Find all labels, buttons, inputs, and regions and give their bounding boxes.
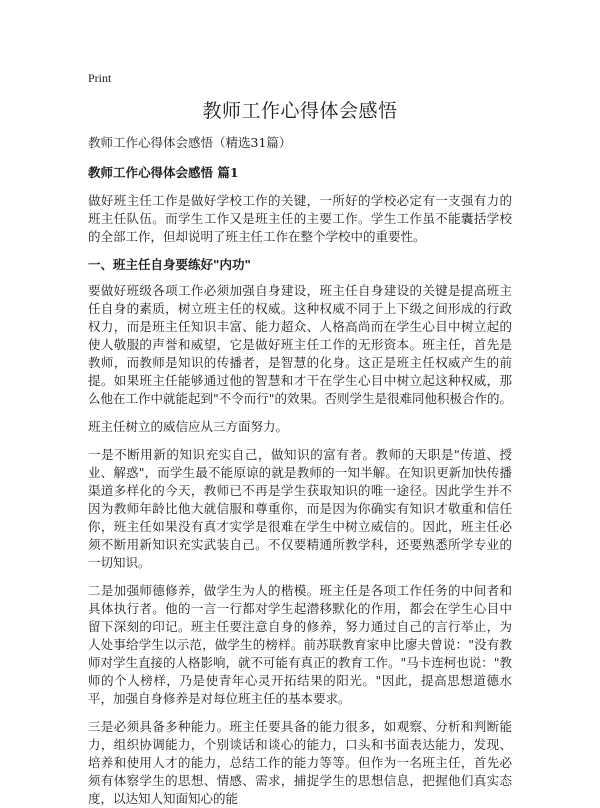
body-paragraph: 班主任树立的威信应从三方面努力。	[88, 419, 289, 434]
point-one-heading: 一、班主任自身要练好"内功"	[88, 257, 252, 272]
section-heading: 教师工作心得体会感悟 篇1	[88, 165, 239, 180]
document-subtitle: 教师工作心得体会感悟（精选31篇）	[88, 135, 292, 150]
body-paragraph: 要做好班级各项工作必须加强自身建设，班主任自身建设的关键是提高班主任自身的素质，树立班主任的权威。这种权威不同于上下级之间形成的行政权力，而是班主任知识丰富、能力超众、人格高尚而在学生心目中树立起的使人敬服的声誉和威望，它是做好班主任工作的无形资本。班主任，首先是教师，而教师是知识的传播者，是智慧的化身。这正是班主任权威产生的前提。如果班主任能够通过他的智慧和才干在学生心目中树立起这种权威，那么他在工作中就能起到"不令而行"的效果。否则学生是很难同他积极合作的。	[88, 283, 513, 406]
body-paragraph: 二是加强师德修养，做学生为人的楷模。班主任是各项工作任务的中间者和具体执行者。他的一言一行都对学生起潜移默化的作用，都会在学生心目中留下深刻的印记。班主任要注意自身的修养，努力通过自己的言行举止，为人处事给学生以示范，做学生的榜样。前苏联教育家申比廖夫曾说："没有教师对学生直接的人格影响，就不可能有真正的教育工作。"马卡连柯也说："教师的个人榜样，乃是使青年心灵开拓结果的阳光。"因此，提高思想道德水平，加强自身修养是对每位班主任的基本要求。	[88, 583, 513, 706]
print-link[interactable]: Print	[88, 71, 112, 85]
body-paragraph: 三是必须具备多种能力。班主任要具备的能力很多，如观察、分析和判断能力，组织协调能力，个别谈话和谈心的能力，口头和书面表达能力，发现、培养和使用人才的能力，总结工作的能力等等。但作为一名班主任，首先必须有体察学生的思想、情感、需求，捕捉学生的思想信息，把握他们真实态度，以达知人知面知心的能	[88, 719, 512, 806]
page-title: 教师工作心得体会感悟	[202, 100, 398, 122]
intro-paragraph: 做好班主任工作是做好学校工作的关键，一所好的学校必定有一支强有力的班主任队伍。而学生工作又是班主任的主要工作。学生工作虽不能囊括学校的全部工作，但却说明了班主任工作在整个学校中的重要性。	[88, 193, 512, 244]
body-paragraph: 一是不断用新的知识充实自己，做知识的富有者。教师的天职是"传道、授业、解惑"，而学生最不能原谅的就是教师的一知半解。在知识更新加快传播渠道多样化的今天，教师已不再是学生获取知识的唯一途径。因此学生并不因为教师年龄比他大就信服和尊重你，而是因为你确实有知识才敬重和信任你，班主任如果没有真才实学是很难在学生中树立威信的。因此，班主任必须不断用新知识充实武装自己。不仅要精通所教学科，还要熟悉所学专业的一切知识。	[88, 447, 512, 570]
